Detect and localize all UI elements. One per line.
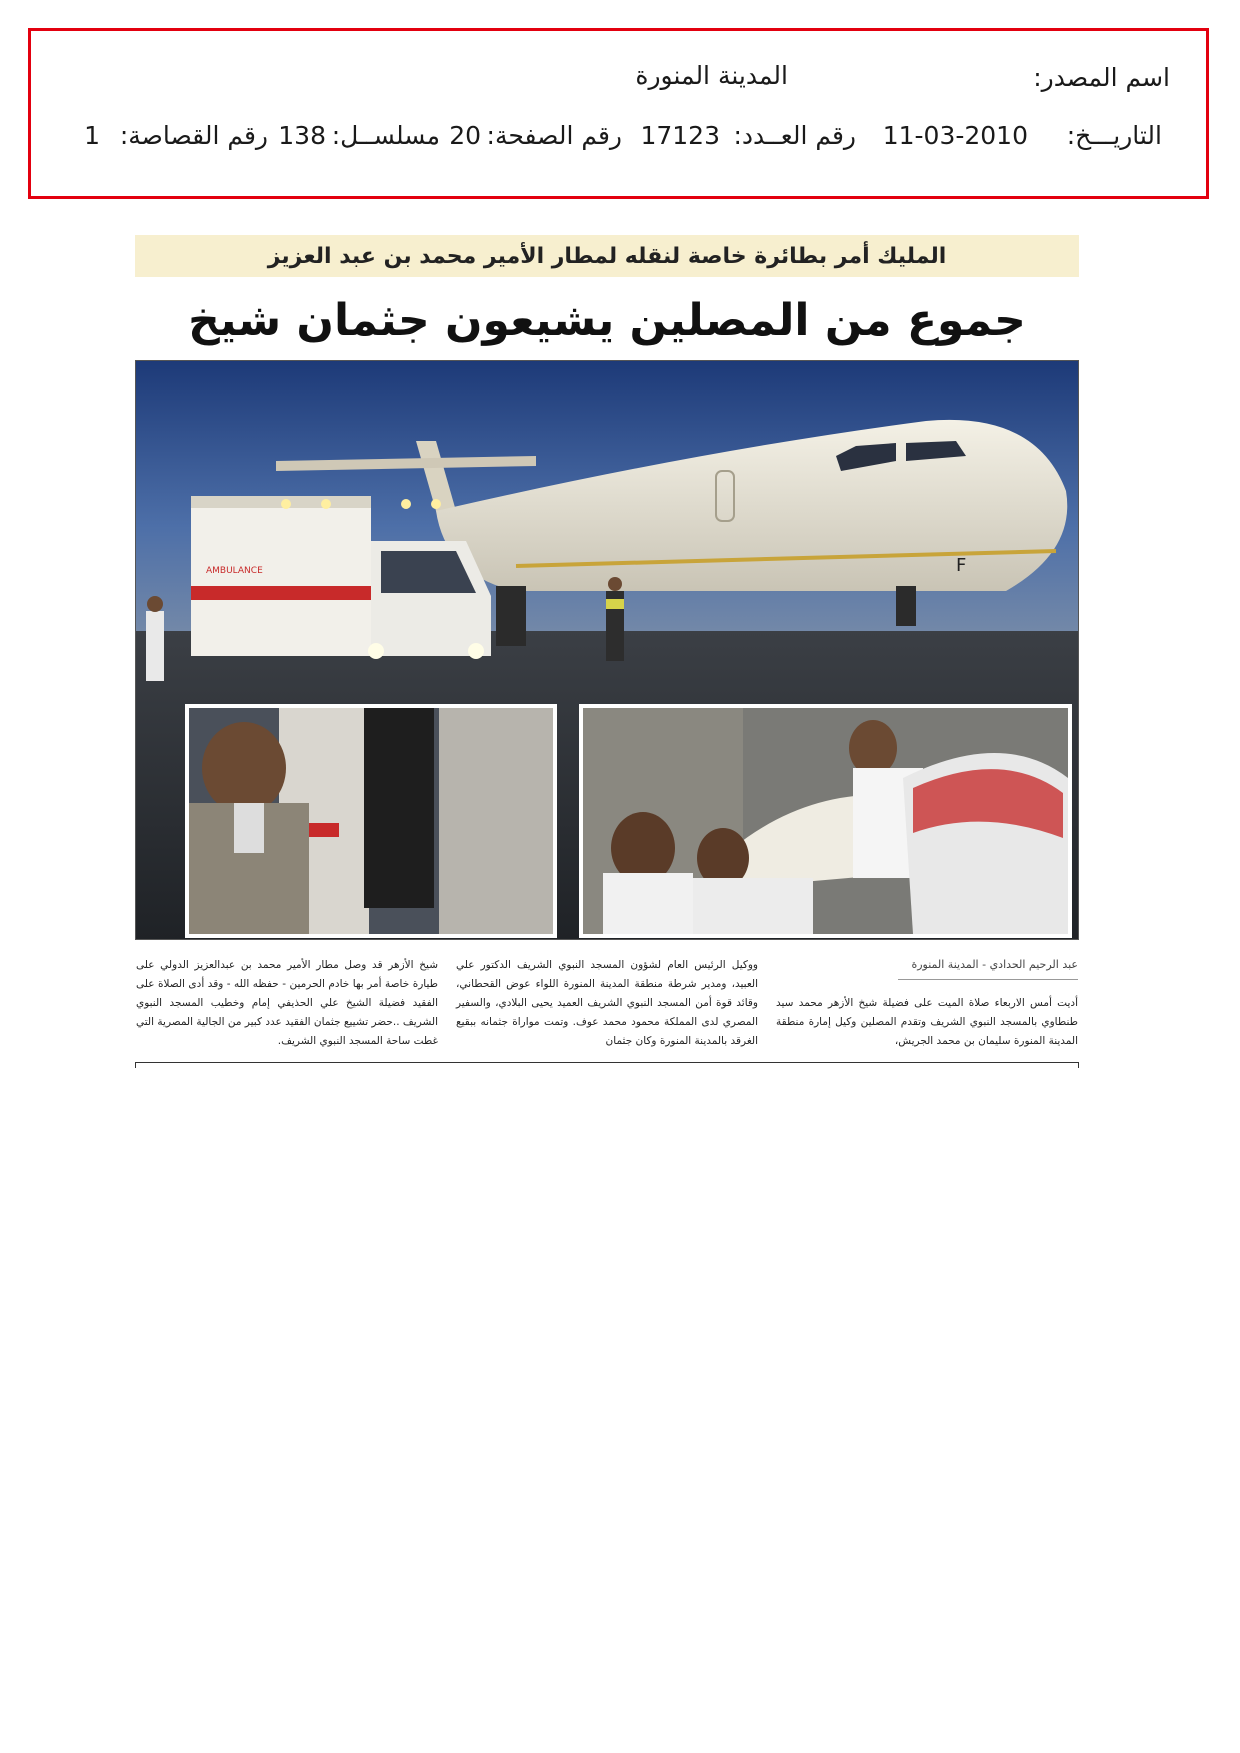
serial-value: 138 bbox=[278, 121, 326, 150]
plane-letter: F bbox=[956, 555, 967, 576]
article-byline: عبد الرحيم الحدادي - المدينة المنورة bbox=[898, 958, 1078, 980]
issue-value: 17123 bbox=[640, 121, 720, 150]
source-label: اسم المصدر: bbox=[1033, 63, 1170, 92]
page-label: رقم الصفحة: bbox=[486, 121, 622, 150]
serial-label: مسلســل: bbox=[331, 121, 440, 150]
article-headline: جموع من المصلين يشيعون جثمان شيخ bbox=[188, 295, 1026, 346]
ambulance-label: AMBULANCE bbox=[206, 566, 263, 576]
ambulance-interior-illustration bbox=[189, 708, 553, 934]
stretcher-scene-illustration bbox=[583, 708, 1068, 934]
clip-label: رقم القصاصة: bbox=[119, 121, 268, 150]
article-column-3: شيخ الأزهر قد وصل مطار الأمير محمد بن عبدالعزيز الدولي على طيارة خاصة أمر بها خادم الحرمين - حفظه الله - وقد أدى الصلاة على الفقيد فضيلة الشيخ علي الحذيفي إمام وخطيب المسجد النبوي الشريف ..حضر تشييع جثمان الفقيد عدد كبير من الجالية المصرية التي غطت ساحة المسجد النبوي الشريف. bbox=[136, 959, 438, 1047]
article-column-1: أديت أمس الاربعاء صلاة الميت على فضيلة شيخ الأزهر محمد سيد طنطاوي بالمسجد النبوي الشريف وتقدم المصلين وكيل إمارة منطقة المدينة المنورة سليمان بن محمد الجريش، bbox=[776, 997, 1078, 1047]
clip-value: 1 bbox=[84, 121, 100, 150]
article-bottom-rule-right-tick bbox=[1078, 1062, 1079, 1068]
article-kicker: المليك أمر بطائرة خاصة لنقله لمطار الأمير محمد بن عبد العزيز bbox=[267, 243, 947, 269]
page-value: 20 bbox=[449, 121, 481, 150]
source-value: المدينة المنورة bbox=[635, 61, 788, 90]
clipping-info-box bbox=[28, 28, 1209, 199]
article-bottom-rule bbox=[135, 1062, 1079, 1063]
article-column-2: ووكيل الرئيس العام لشؤون المسجد النبوي الشريف الدكتور علي العبيد، ومدير شرطة منطقة المدينة المنورة اللواء عوض القحطاني، وقائد قوة أمن المسجد النبوي الشريف العميد يحيى البلادي، والسفير المصري لدى المملكة محمود محمد عوف. وتمت مواراة جثمانه ببقيع الغرقد بالمدينة المنورة وكان جثمان bbox=[456, 959, 758, 1047]
issue-label: رقم العــدد: bbox=[733, 121, 856, 150]
main-photo bbox=[135, 360, 1079, 940]
inset-photo-left bbox=[185, 704, 557, 938]
article-bottom-rule-left-tick bbox=[135, 1062, 136, 1068]
kicker-bar bbox=[135, 235, 1079, 277]
date-label: التاريـــخ: bbox=[1066, 121, 1162, 150]
inset-photo-right bbox=[579, 704, 1072, 938]
date-value: 11-03-2010 bbox=[882, 121, 1028, 150]
